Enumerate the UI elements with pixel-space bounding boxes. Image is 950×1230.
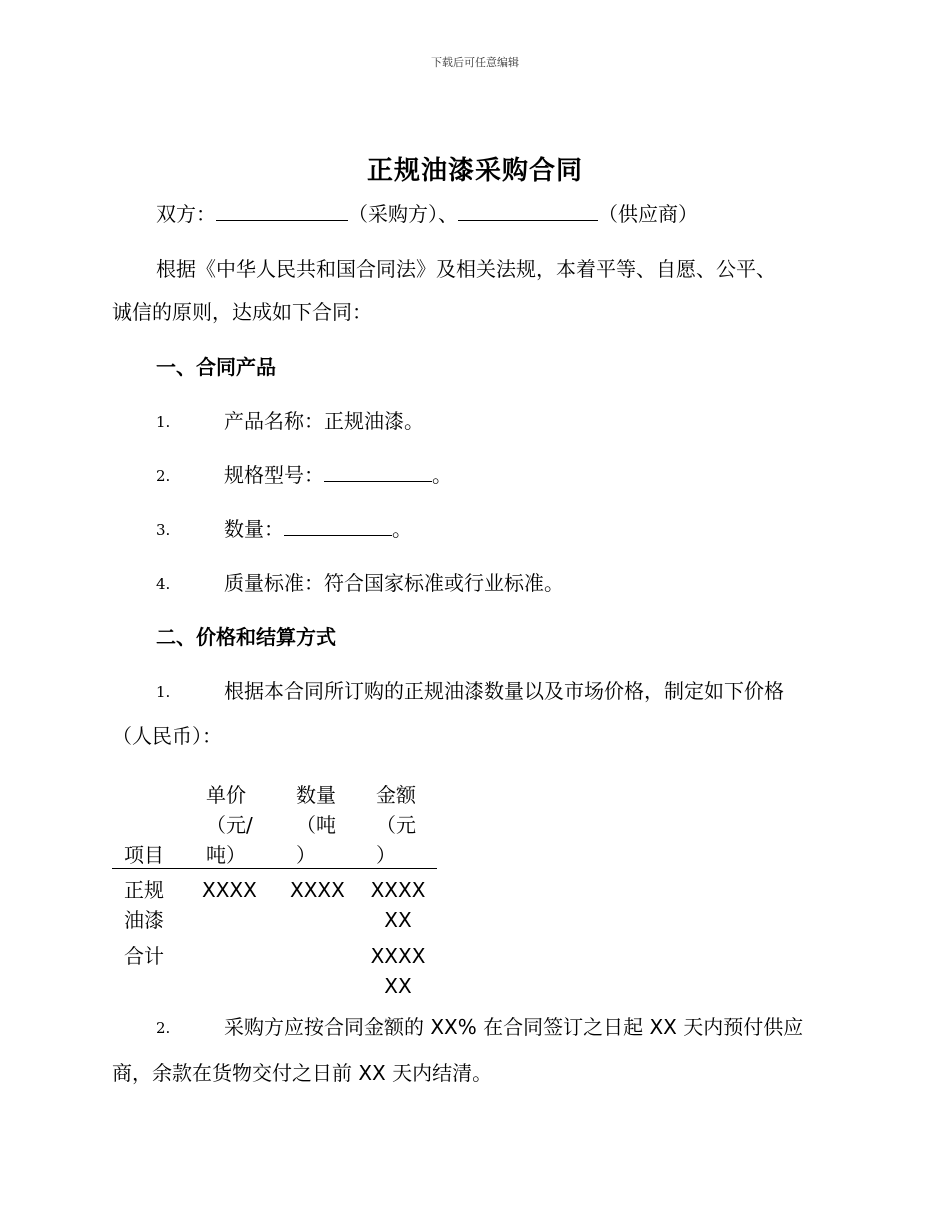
supplier-blank — [458, 202, 598, 221]
table-header-quantity: 数量 （吨 ） — [296, 783, 336, 867]
item-number: 3. — [156, 521, 171, 539]
spec-model-label: 规格型号： — [224, 463, 324, 487]
table-total-amount: XXXX XX — [370, 944, 426, 998]
price-clause-line-1: 根据本合同所订购的正规油漆数量以及市场价格，制定如下价格 — [224, 679, 784, 703]
item-number: 2. — [156, 1019, 171, 1037]
spec-model-blank — [324, 463, 432, 482]
quantity-item — [224, 517, 412, 541]
quality-standard-item: 质量标准：符合国家标准或行业标准。 — [224, 571, 564, 595]
table-cell-unit-price: XXXX — [202, 878, 257, 902]
payment-clause-line-1: 采购方应按合同金额的 XX% 在合同签订之日起 XX 天内预付供应 — [224, 1015, 804, 1039]
parties-label: 双方： — [156, 202, 216, 226]
intro-line-1: 根据《中华人民共和国合同法》及相关法规，本着平等、自愿、公平、 — [156, 257, 776, 281]
section-2-heading: 二、价格和结算方式 — [156, 625, 336, 649]
buyer-label: （采购方）、 — [348, 202, 458, 226]
quantity-blank — [284, 517, 392, 536]
item-number: 2. — [156, 467, 171, 485]
spec-model-item — [224, 463, 452, 487]
buyer-blank — [216, 202, 348, 221]
item-number: 4. — [156, 575, 171, 593]
quantity-label: 数量： — [224, 517, 284, 541]
table-header-item: 项目 — [124, 843, 164, 867]
spec-model-suffix: 。 — [432, 463, 452, 487]
product-name-item: 产品名称：正规油漆。 — [224, 409, 424, 433]
supplier-label: （供应商） — [598, 202, 698, 226]
page-header-note: 下载后可任意编辑 — [431, 56, 519, 69]
table-total-label: 合计 — [124, 944, 164, 968]
document-title: 正规油漆采购合同 — [366, 156, 583, 186]
table-cell-amount: XXXX XX — [370, 878, 426, 932]
table-cell-item: 正规 油漆 — [124, 878, 164, 932]
intro-line-2: 诚信的原则，达成如下合同： — [112, 300, 372, 324]
section-1-heading: 一、合同产品 — [156, 355, 276, 379]
item-number: 1. — [156, 413, 171, 431]
table-header-unit-price: 单价 （元/ 吨） — [206, 783, 253, 867]
price-clause-line-2: （人民币）： — [112, 724, 222, 748]
item-number: 1. — [156, 683, 171, 701]
quantity-suffix: 。 — [392, 517, 412, 541]
table-header-rule — [112, 868, 437, 869]
table-cell-quantity: XXXX — [290, 878, 345, 902]
parties-line — [156, 202, 698, 226]
payment-clause-line-2: 商，余款在货物交付之日前 XX 天内结清。 — [112, 1061, 493, 1085]
table-header-amount: 金额 （元 ） — [376, 783, 416, 867]
